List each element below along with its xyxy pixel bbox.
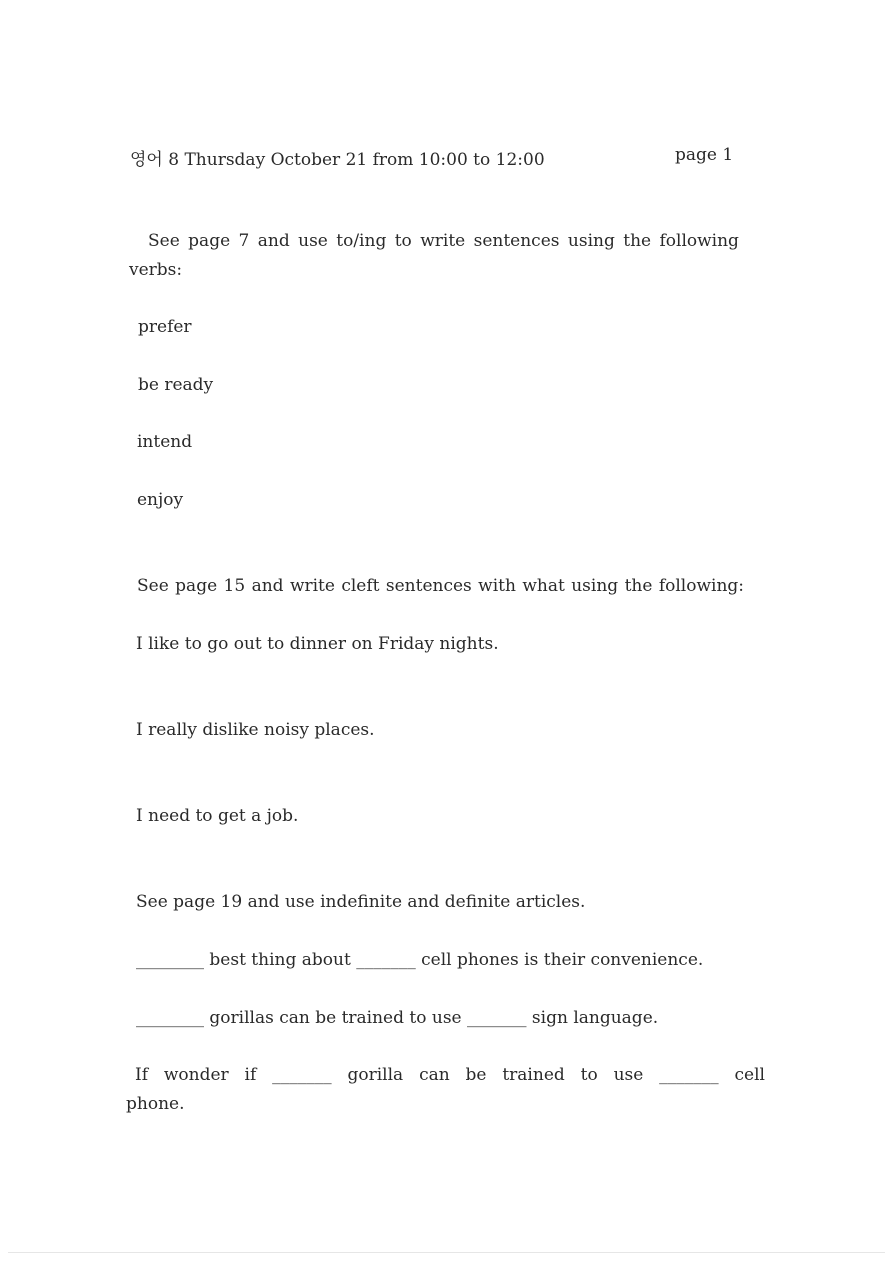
article-question-2 [136, 1008, 658, 1028]
answer-blank[interactable]: ________ [136, 950, 204, 970]
section1-instruction-line1 [148, 231, 765, 251]
question-text: sign language. [531, 1008, 659, 1028]
header-title: 영어 8 Thursday October 21 from 10:00 to 12:00 [130, 150, 545, 170]
answer-blank[interactable]: _______ [467, 1008, 527, 1028]
article-question-3 [135, 1065, 765, 1085]
answer-blank[interactable]: ________ [136, 1008, 204, 1028]
verb-item: intend [137, 432, 193, 452]
question-word: to [580, 1065, 598, 1085]
question-word: cell [734, 1065, 765, 1085]
page-edge-line [8, 1252, 885, 1253]
question-text: gorillas can be trained to use [209, 1008, 462, 1028]
question-word: gorilla [347, 1065, 404, 1085]
answer-blank[interactable]: _______ [272, 1065, 332, 1085]
article-question-1 [136, 950, 703, 970]
question-word: If [135, 1065, 149, 1085]
instruction-text: See page 7 and use to/ing to write sentences using the following [148, 231, 739, 251]
question-text: cell phones is their convenience. [421, 950, 704, 970]
page-number: page 1 [675, 145, 734, 165]
question-word: trained [502, 1065, 565, 1085]
verb-item: prefer [138, 317, 192, 337]
question-word: wonder [163, 1065, 229, 1085]
section3-instruction: See page 19 and use indefinite and definite articles. [136, 892, 586, 912]
cleft-sentence: I need to get a job. [136, 806, 299, 826]
section2-instruction: See page 15 and write cleft sentences with what using the following: [137, 576, 744, 596]
question-word: be [465, 1065, 487, 1085]
cleft-sentence: I like to go out to dinner on Friday nights. [136, 634, 499, 654]
section1-instruction-line2: verbs: [129, 260, 183, 280]
verb-item: be ready [138, 375, 214, 395]
answer-blank[interactable]: _______ [356, 950, 416, 970]
question-word: use [613, 1065, 644, 1085]
question-word: if [244, 1065, 257, 1085]
question-text: best thing about [209, 950, 351, 970]
article-question-3-continuation: phone. [126, 1094, 185, 1114]
question-word: can [419, 1065, 450, 1085]
answer-blank[interactable]: _______ [659, 1065, 719, 1085]
cleft-sentence: I really dislike noisy places. [136, 720, 375, 740]
verb-item: enjoy [137, 490, 184, 510]
